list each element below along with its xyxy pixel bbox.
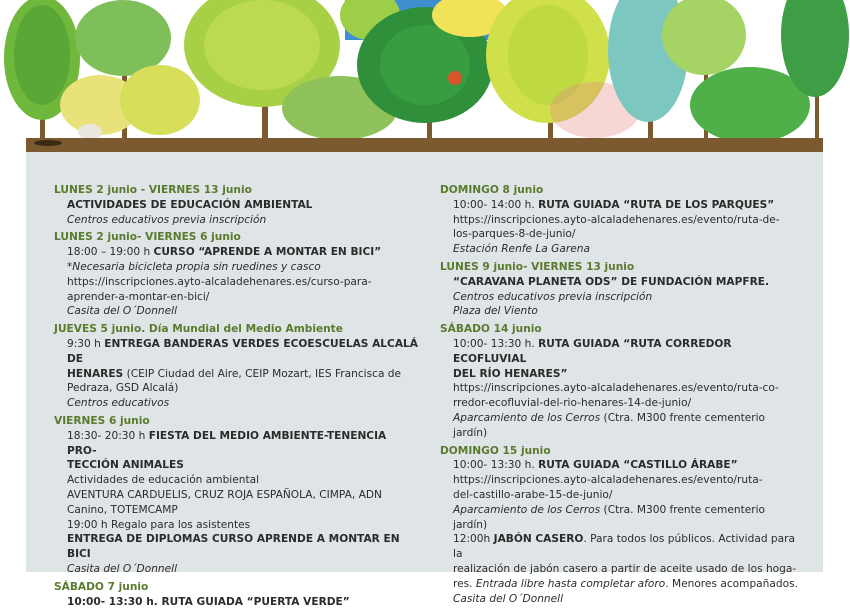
event-item	[440, 183, 800, 257]
event-title-cont: TECCIÓN ANIMALES	[67, 459, 184, 472]
event-place: Centros educativos previa inscripción	[453, 290, 653, 303]
soap-entry-note: Entrada libre hasta completar aforo	[475, 577, 666, 590]
event-link-cont[interactable]: los-parques-8-de-junio/	[453, 228, 576, 241]
event-date: SÁBADO 14 junio	[440, 323, 542, 336]
event-date: JUEVES 5 junio. Día Mundial del Medio Ambiente	[54, 323, 343, 336]
event-link[interactable]: https://inscripciones.ayto-alcaladehenares.es/curso-para-	[67, 275, 372, 288]
event-item	[440, 322, 800, 440]
soap-text: . Para todos los públicos. Actividad para la	[453, 533, 795, 561]
event-link-cont[interactable]: aprender-a-montar-en-bici/	[67, 290, 210, 303]
event-place: Aparcamiento de los Cerros	[453, 503, 601, 516]
event-date: LUNES 2 junio - VIERNES 13 junio	[54, 184, 252, 196]
event-detail: 19:00 h Regalo para los asistentes	[67, 518, 251, 531]
event-date: DOMINGO 8 junio	[440, 184, 544, 196]
event-schools-cont: Pedraza, GSD Alcalá)	[67, 382, 179, 395]
event-time: 10:00- 13:30 h.	[453, 459, 539, 472]
right-column	[440, 183, 800, 609]
event-place: Casita del O´Donnell	[453, 592, 564, 605]
event-time: 9:30 h	[67, 337, 105, 350]
event-item	[54, 230, 419, 319]
event-place: Centros educativos previa inscripción	[67, 213, 267, 226]
event-date: SÁBADO 7 junio	[54, 580, 149, 593]
event-title: FIESTA DEL MEDIO AMBIENTE-TENENCIA PRO-	[67, 429, 387, 457]
event-title: “CARAVANA PLANETA ODS” DE FUNDACIÓN MAPFRE.	[453, 275, 770, 288]
event-schools: (CEIP Ciudad del Aire, CEIP Mozart, IES Francisca de	[123, 367, 402, 380]
event-place: Casita del O´Donnell	[67, 305, 178, 318]
soap-text: . Menores acompañados.	[665, 577, 798, 590]
event-date: LUNES 9 junio- VIERNES 13 junio	[440, 260, 635, 273]
event-item	[440, 260, 800, 319]
event-place: Casita del O´Donnell	[67, 562, 178, 575]
event-item	[54, 580, 419, 610]
event-place: Centros educativos	[67, 397, 170, 410]
event-date: DOMINGO 15 junio	[440, 444, 551, 457]
event-detail: Canino, TOTEMCAMP	[67, 503, 178, 516]
event-detail: ENTREGA DE DIPLOMAS CURSO APRENDE A MONTAR EN BICI	[67, 533, 400, 561]
event-title: RUTA GUIADA “RUTA DE LOS PARQUES”	[538, 198, 775, 211]
left-column	[54, 183, 419, 612]
event-item	[54, 414, 419, 577]
event-time: 10:00- 14:00 h.	[453, 198, 539, 211]
event-title: 10:00- 13:30 h. RUTA GUIADA “PUERTA VERDE”	[67, 595, 350, 608]
event-note: *Necesaria bicicleta propia sin ruedines y casco	[67, 260, 321, 273]
event-link-cont[interactable]: rredor-ecofluvial-del-rio-henares-14-de-junio/	[453, 397, 692, 410]
event-title-cont: DEL RÍO HENARES”	[453, 367, 568, 380]
event-item	[440, 444, 800, 607]
event-place-note: (Ctra. M300 frente cementerio jardín)	[453, 503, 766, 531]
event-time: 18:00 – 19:00 h	[67, 246, 154, 259]
soap-text: realización de jabón casero a partir de aceite usado de los hoga-	[453, 562, 797, 575]
event-title: RUTA GUIADA “RUTA CORREDOR ECOFLUVIAL	[453, 337, 732, 365]
event-title-cont: HENARES	[67, 367, 124, 380]
event-link[interactable]: https://inscripciones.ayto-alcaladehenares.es/evento/ruta-de-	[453, 213, 780, 226]
event-title: RUTA GUIADA “CASTILLO ÁRABE”	[538, 459, 738, 472]
event-time: 18:30- 20:30 h	[67, 429, 149, 442]
event-link[interactable]: https://inscripciones.ayto-alcaladehenares.es/evento/ruta-	[453, 474, 763, 487]
event-link[interactable]: https://inscripciones.ayto-alcaladehenares.es/evento/ruta-co-	[453, 382, 779, 395]
event-link-cont[interactable]: del-castillo-arabe-15-de-junio/	[453, 488, 613, 501]
event-title: ACTIVIDADES DE EDUCACIÓN AMBIENTAL	[67, 198, 313, 211]
event-item	[54, 183, 419, 227]
event-place: Aparcamiento de los Cerros	[453, 411, 601, 424]
soap-time: 12:00h	[453, 533, 494, 546]
event-date: VIERNES 6 junio	[54, 414, 150, 427]
soap-text: res.	[453, 577, 476, 590]
event-title: CURSO “APRENDE A MONTAR EN BICI”	[153, 246, 382, 259]
event-place-note: (Ctra. M300 frente cementerio jardín)	[453, 411, 766, 439]
event-detail: AVENTURA CARDUELIS, CRUZ ROJA ESPAÑOLA, CIMPA, ADN	[67, 488, 382, 501]
event-item	[54, 322, 419, 411]
event-date: LUNES 2 junio- VIERNES 6 junio	[54, 231, 241, 244]
event-detail: Actividades de educación ambiental	[67, 474, 260, 487]
forest-illustration	[0, 0, 850, 152]
soap-title: JABÓN CASERO	[493, 533, 584, 546]
event-place: Plaza del Viento	[453, 305, 538, 318]
event-title: ENTREGA BANDERAS VERDES ECOESCUELAS ALCALÁ DE	[67, 337, 418, 365]
event-time: 10:00- 13:30 h.	[453, 337, 539, 350]
event-place: Estación Renfe La Garena	[453, 243, 590, 256]
